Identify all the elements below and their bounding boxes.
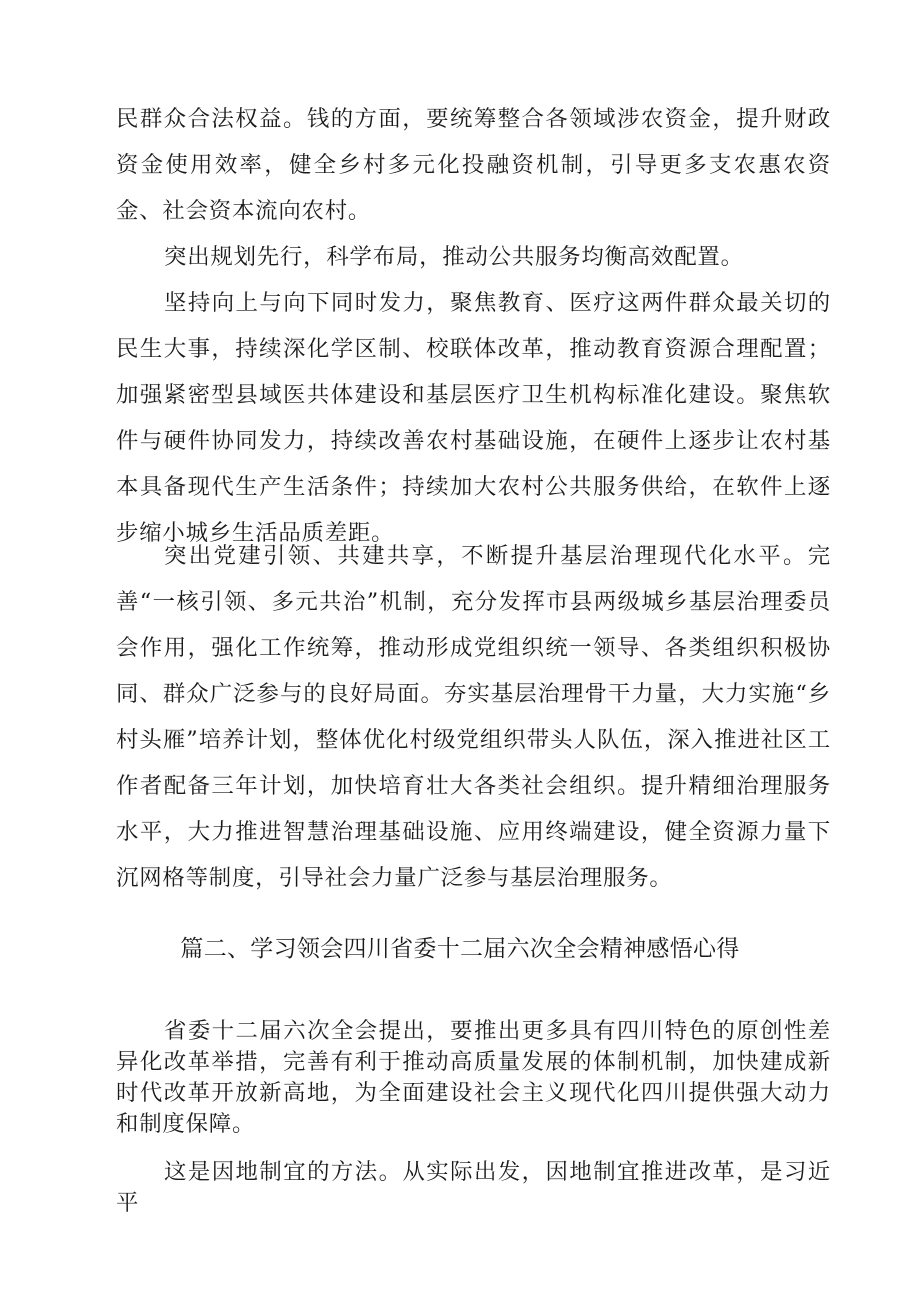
paragraph-public-services: 坚持向上与向下同时发力，聚焦教育、医疗这两件群众最关切的民生大事，持续深化学区制、校联体改革，推动教育资源合理配置；加强紧密型县域医共体建设和基层医疗卫生机构标准化建设。聚焦软件与硬件协同发力，持续改善农村基础设施，在硬件上逐步让农村基本具备现代生产生活条件；持续加大农村公共服务供给，在软件上逐步缩小城乡生活品质差距。 (116, 290, 831, 546)
section-title: 篇二、学习领会四川省委十二届六次全会精神感悟心得 (180, 936, 740, 962)
paragraph-grassroots-governance: 突出党建引领、共建共享，不断提升基层治理现代化水平。完善“一核引领、多元共治”机制，充分发挥市县两级城乡基层治理委员会作用，强化工作统筹，推动形成党组织统一领导、各类组织积极协同、群众广泛参与的良好局面。夯实基层治理骨干力量，大力实施“乡村头雁”培养计划，整体优化村级党组织带头人队伍，深入推进社区工作者配备三年计划，加快培育壮大各类社会组织。提升精细治理服务水平，大力推进智慧治理基础设施、应用终端建设，健全资源力量下沉网格等制度，引导社会力量广泛参与基层治理服务。 (116, 543, 831, 891)
paragraph-reform-measures: 省委十二届六次全会提出，要推出更多具有四川特色的原创性差异化改革举措，完善有利于推动高质量发展的体制机制，加快建成新时代改革开放新高地，为全面建设社会主义现代化四川提供强大动力和制度保障。 (116, 1018, 831, 1137)
paragraph-local-conditions: 这是因地制宜的方法。从实际出发，因地制宜推进改革，是习近平 (116, 1159, 831, 1216)
paragraph-planning-first: 突出规划先行，科学布局，推动公共服务均衡高效配置。 (164, 244, 744, 270)
paragraph-rural-funding: 民群众合法权益。钱的方面，要统筹整合各领域涉农资金，提升财政资金使用效率，健全乡村多元化投融资机制，引导更多支农惠农资金、社会资本流向农村。 (116, 106, 831, 224)
